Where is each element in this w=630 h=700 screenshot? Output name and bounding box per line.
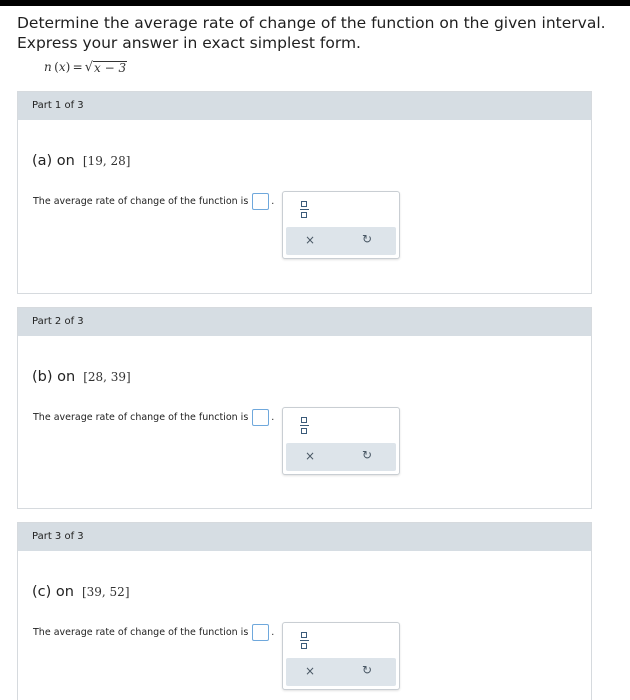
part-3-interval: [39, 52] xyxy=(81,585,130,599)
part-2-header: Part 2 of 3 xyxy=(18,308,591,336)
part-2-math-toolbar xyxy=(282,407,400,475)
numerator-square xyxy=(301,201,307,207)
part-1-interval: [19, 28] xyxy=(82,154,131,168)
function-name: n xyxy=(44,60,52,74)
clear-icon[interactable]: × xyxy=(305,233,316,247)
fraction-icon[interactable] xyxy=(299,201,309,218)
part-1-label-text: (a) on xyxy=(32,153,75,169)
part-2-sentence-text: The average rate of change of the function is xyxy=(33,412,249,423)
radical-sign: √ xyxy=(84,59,94,75)
part-1-label xyxy=(32,153,130,169)
part-1-sentence xyxy=(33,193,274,210)
part-2-label-text: (b) on xyxy=(32,369,76,385)
part-1-answer-input[interactable] xyxy=(252,193,269,210)
function-variable: x xyxy=(58,60,66,74)
part-3-header: Part 3 of 3 xyxy=(18,523,591,551)
part-3-sentence xyxy=(33,624,274,641)
numerator-square xyxy=(301,632,307,638)
part-1-toolbar-actions xyxy=(286,227,396,255)
function-equals: = xyxy=(72,60,83,74)
undo-icon[interactable]: ↻ xyxy=(362,663,373,677)
function-open-paren: ( xyxy=(51,60,59,74)
square-root xyxy=(85,61,127,74)
function-close-paren: ) xyxy=(65,60,73,74)
part-3-panel xyxy=(17,522,592,700)
denominator-square xyxy=(301,428,307,434)
part-3-period: . xyxy=(271,627,275,638)
fraction-bar xyxy=(300,640,309,641)
part-2-period: . xyxy=(271,412,275,423)
part-2-sentence xyxy=(33,409,274,426)
part-3-math-toolbar xyxy=(282,622,400,690)
part-2-answer-input[interactable] xyxy=(252,409,269,426)
part-3-sentence-text: The average rate of change of the function is xyxy=(33,627,249,638)
part-2-panel xyxy=(17,307,592,509)
part-2-interval: [28, 39] xyxy=(83,370,131,384)
part-2-label xyxy=(32,369,131,385)
denominator-square xyxy=(301,643,307,649)
part-1-sentence-text: The average rate of change of the function is xyxy=(33,196,249,207)
radicand: x − 3 xyxy=(94,60,127,75)
part-3-label xyxy=(32,584,130,600)
top-bar xyxy=(0,0,630,6)
part-3-toolbar-actions xyxy=(286,658,396,686)
function-definition xyxy=(44,60,127,74)
part-3-label-text: (c) on xyxy=(32,584,74,600)
part-1-panel xyxy=(17,91,592,294)
part-1-math-toolbar xyxy=(282,191,400,259)
fraction-icon[interactable] xyxy=(299,417,309,434)
prompt-line-1: Determine the average rate of change of the function on the given interval. xyxy=(17,14,606,32)
part-3-answer-input[interactable] xyxy=(252,624,269,641)
fraction-bar xyxy=(300,209,309,210)
numerator-square xyxy=(301,417,307,423)
part-1-header: Part 1 of 3 xyxy=(18,92,591,120)
clear-icon[interactable]: × xyxy=(305,449,316,463)
part-1-period: . xyxy=(271,196,275,207)
prompt-line-2: Express your answer in exact simplest form. xyxy=(17,34,361,52)
clear-icon[interactable]: × xyxy=(305,664,316,678)
question-prompt xyxy=(17,13,617,53)
fraction-icon[interactable] xyxy=(299,632,309,649)
part-2-toolbar-actions xyxy=(286,443,396,471)
denominator-square xyxy=(301,212,307,218)
undo-icon[interactable]: ↻ xyxy=(362,448,373,462)
fraction-bar xyxy=(300,425,309,426)
undo-icon[interactable]: ↻ xyxy=(362,232,373,246)
